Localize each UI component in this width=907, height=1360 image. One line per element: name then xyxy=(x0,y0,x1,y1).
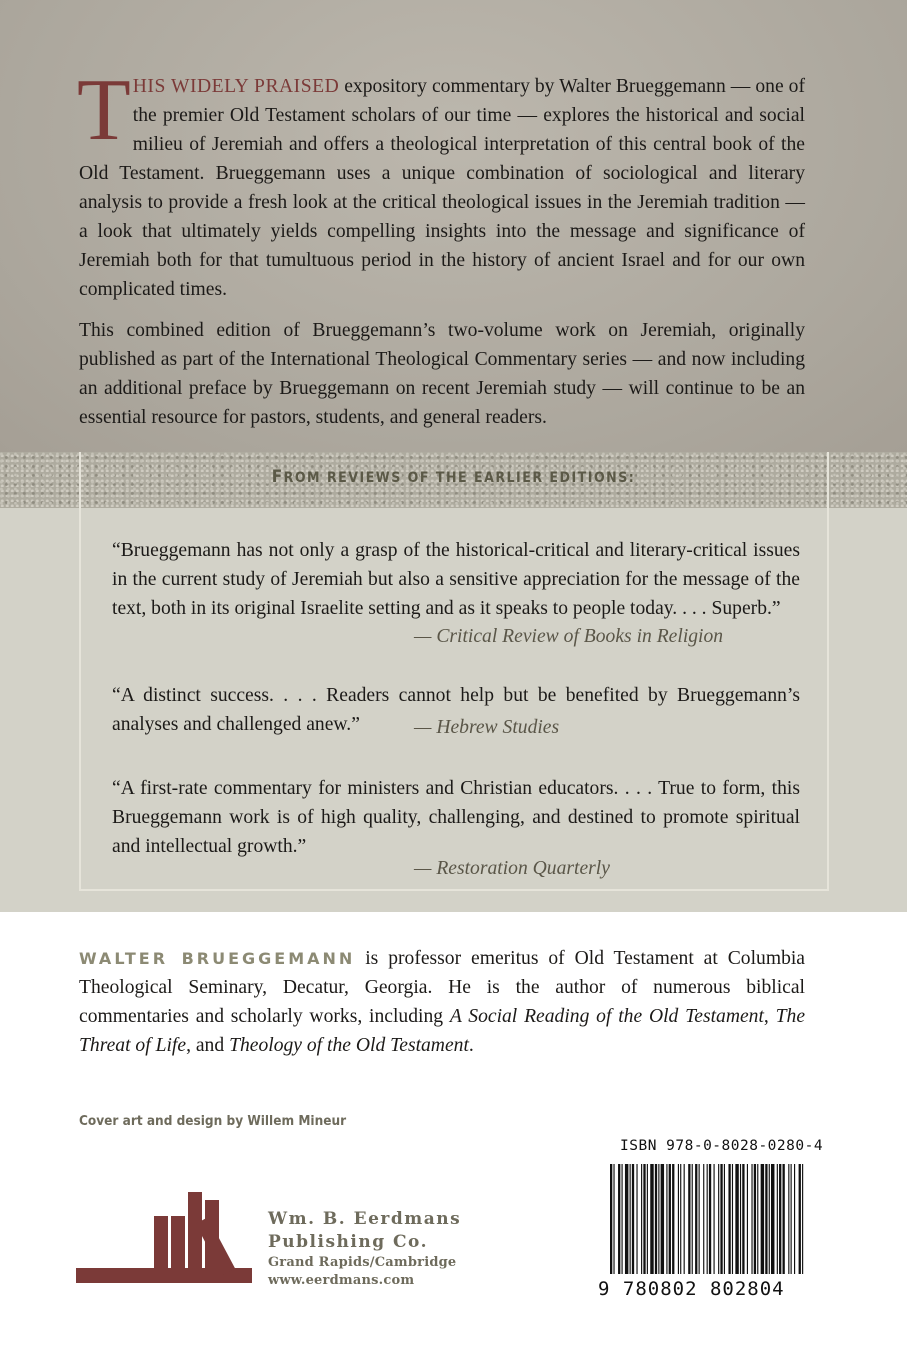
barcode-bar xyxy=(799,1164,801,1274)
bio-sep-2: , and xyxy=(186,1035,230,1056)
drop-cap: T xyxy=(77,62,131,159)
barcode-bar xyxy=(647,1164,648,1274)
barcode-bar xyxy=(613,1164,614,1274)
barcode-bar xyxy=(794,1164,795,1274)
barcode-bar xyxy=(678,1164,679,1274)
barcode-bar xyxy=(658,1164,659,1274)
bio-text: is professor emeritus of Old Testament at Columbia Theological Seminary, Decatur, Georgia. He is the author of numerous biblical commentaries and scholarly works, including xyxy=(79,948,806,1027)
barcode-bar xyxy=(783,1164,785,1274)
barcode xyxy=(596,1160,811,1300)
barcode-bar xyxy=(709,1164,711,1274)
author-bio xyxy=(79,944,805,1060)
review-source-1: — Critical Review of Books in Religion xyxy=(414,626,724,647)
barcode-bar xyxy=(669,1164,671,1274)
barcode-bar xyxy=(777,1164,778,1274)
barcode-bar xyxy=(707,1164,708,1274)
barcode-bar xyxy=(754,1164,756,1274)
barcode-bar xyxy=(666,1164,667,1274)
barcode-bar xyxy=(771,1164,774,1274)
barcode-digits: 9 780802 802804 xyxy=(598,1278,785,1300)
barcode-bar xyxy=(714,1164,715,1274)
barcode-bar xyxy=(765,1164,767,1274)
barcode-bar xyxy=(692,1164,693,1274)
barcode-bar xyxy=(747,1164,748,1274)
barcode-bar xyxy=(610,1164,612,1274)
reviews-heading-rest: ROM REVIEWS OF THE EARLIER EDITIONS: xyxy=(283,470,636,486)
barcode-bar xyxy=(788,1164,789,1274)
barcode-bar xyxy=(636,1164,637,1274)
barcode-bar xyxy=(735,1164,738,1274)
review-source-2: — Hebrew Studies xyxy=(414,717,560,738)
publisher-city: Grand Rapids/Cambridge xyxy=(268,1255,457,1270)
barcode-bar xyxy=(699,1164,700,1274)
bio-end: . xyxy=(468,1035,474,1056)
barcode-bar xyxy=(740,1164,741,1274)
lead-in: HIS WIDELY PRAISED xyxy=(132,76,340,97)
barcode-bar xyxy=(802,1164,803,1274)
book-title-3: Theology of the Old Testament xyxy=(229,1035,469,1056)
barcode-bar xyxy=(757,1164,758,1274)
barcode-bar xyxy=(720,1164,722,1274)
barcode-bar xyxy=(672,1164,674,1274)
book-title-1: A Social Reading of the Old Testament xyxy=(449,1006,764,1027)
barcode-bar xyxy=(622,1164,623,1274)
cover-credit: Cover art and design by Willem Mineur xyxy=(79,1113,347,1129)
barcode-bar xyxy=(625,1164,628,1274)
barcode-bar xyxy=(641,1164,642,1274)
book-title-2: The Threat of Life xyxy=(79,1006,806,1056)
review-quote-2: “A distinct success. . . . Readers cannot help but be benefited by Brueggemann’s analyses and challenged anew.” xyxy=(112,685,800,735)
barcode-bar xyxy=(779,1164,781,1274)
barcode-bar xyxy=(630,1164,631,1274)
reviews-heading-initial: F xyxy=(271,467,284,487)
author-name: WALTER BRUEGGEMANN xyxy=(79,949,356,968)
barcode-bar xyxy=(650,1164,653,1274)
publisher-line-2: Publishing Co. xyxy=(268,1232,428,1252)
barcode-bar xyxy=(695,1164,697,1274)
intro-paragraph xyxy=(77,62,805,304)
barcode-bar xyxy=(643,1164,645,1274)
barcode-bar xyxy=(751,1164,752,1274)
barcode-bar xyxy=(769,1164,770,1274)
barcode-bar xyxy=(718,1164,719,1274)
barcode-bars xyxy=(610,1164,803,1274)
barcode-bar xyxy=(761,1164,764,1274)
barcode-bar xyxy=(684,1164,685,1274)
barcode-bar xyxy=(655,1164,657,1274)
barcode-bar xyxy=(680,1164,681,1274)
publisher-line-1: Wm. B. Eerdmans xyxy=(268,1209,462,1229)
barcode-bar xyxy=(688,1164,690,1274)
publisher-block xyxy=(268,1208,461,1290)
barcode-bar xyxy=(724,1164,725,1274)
publisher-url: www.eerdmans.com xyxy=(268,1273,415,1288)
intro-text: expository commentary by Walter Brueggemann — one of the premier Old Testament scholars of our time — explores the historical and social milieu of Jeremiah and offers a theological interpretation of this central book of the Old Testament. Brueggemann uses a unique combination of sociological and literary analysis to provide a fresh look at the critical theological issues in the Jeremiah tradition — a look that ultimately yields compelling insights into the message and significance of Jeremiah both for that tumultuous period in the history of ancient Israel and for our own complicated times. xyxy=(79,76,805,300)
barcode-bar xyxy=(618,1164,620,1274)
intro-paragraph-2: This combined edition of Brueggemann’s two-volume work on Jeremiah, originally published as part of the International Theological Commentary series — and now including an additional preface by Brueggemann on recent Jeremiah study — will continue to be an essential resource for pastors, students, and general readers. xyxy=(79,320,805,428)
barcode-bar xyxy=(791,1164,792,1274)
barcode-bar xyxy=(728,1164,730,1274)
barcode-bar xyxy=(742,1164,744,1274)
bio-sep-1: , xyxy=(763,1006,776,1027)
barcode-bar xyxy=(632,1164,634,1274)
barcode-bar xyxy=(703,1164,704,1274)
eerdmans-books-logo-icon xyxy=(74,1190,254,1286)
reviews-heading xyxy=(0,467,907,487)
review-quote-3: “A first-rate commentary for ministers and Christian educators. . . . True to form, this Brueggemann work is of high quality, challenging, and destined to promote spiritual and intellectual growth.” xyxy=(112,778,800,857)
review-source-3: — Restoration Quarterly xyxy=(414,858,610,879)
isbn-label: ISBN 978-0-8028-0280-4 xyxy=(620,1138,824,1154)
barcode-bar xyxy=(732,1164,733,1274)
review-quote-1: “Brueggemann has not only a grasp of the historical-critical and literary-critical issues in the current study of Jeremiah but also a sensitive appreciation for the message of the text, both in its original Israelite setting and as it speaks to people today. . . . Superb.” xyxy=(112,540,800,619)
barcode-bar xyxy=(661,1164,664,1274)
